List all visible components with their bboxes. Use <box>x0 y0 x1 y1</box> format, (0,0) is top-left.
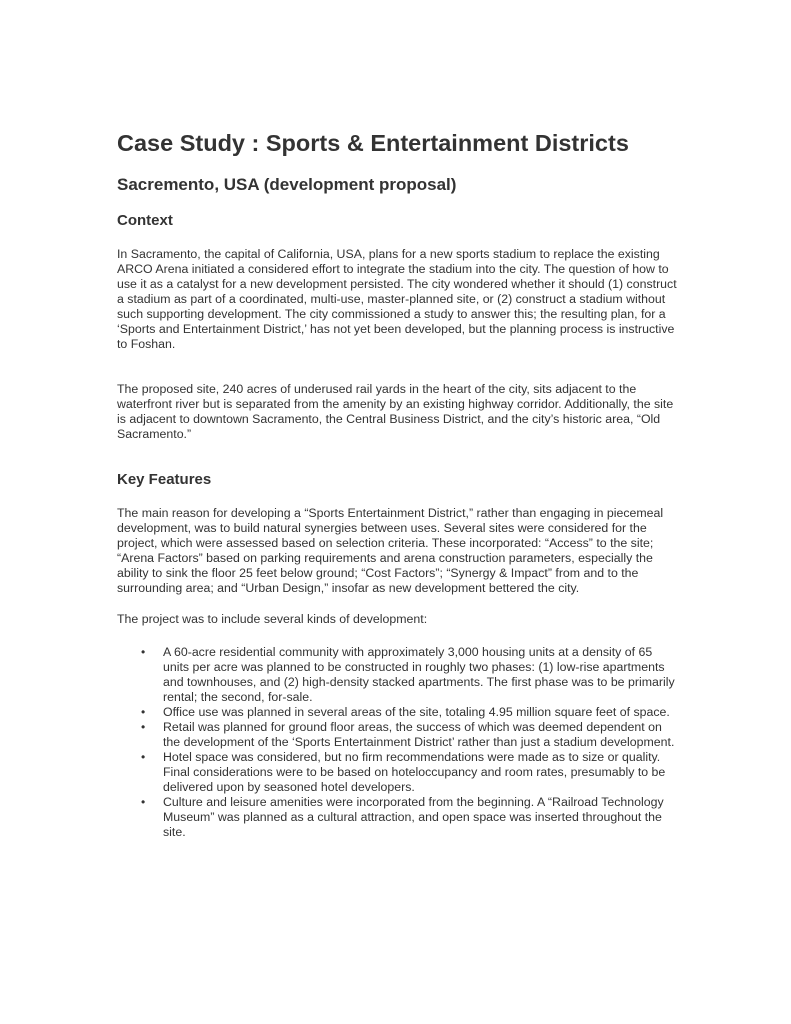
context-heading: Context <box>117 212 173 229</box>
list-item-text: Culture and leisure amenities were incorporated from the beginning. A “Railroad Technology Museum” was planned as a cultural attraction, and open space was inserted throughout the site. <box>163 795 664 839</box>
list-item-text: Retail was planned for ground floor areas, the success of which was deemed dependent on the development of the ‘Sports Entertainment District’ rather than just a stadium development. <box>163 720 675 749</box>
document-subtitle: Sacremento, USA (development proposal) <box>117 175 457 194</box>
bullet-icon: • <box>141 750 146 764</box>
list-item <box>141 705 677 720</box>
development-list <box>117 645 677 840</box>
bullet-icon: • <box>141 795 146 809</box>
list-item <box>141 645 677 705</box>
key-features-heading: Key Features <box>117 471 212 488</box>
key-features-paragraph-2: The project was to include several kinds of development: <box>117 612 428 626</box>
list-item-text: Hotel space was considered, but no firm recommendations were made as to size or quality. Final considerations were to be based on hoteloccupancy and room rates, presumably to be delivered upon by seasoned hotel developers. <box>163 750 666 794</box>
context-paragraph-2: The proposed site, 240 acres of underused rail yards in the heart of the city, sits adjacent to the waterfront river but is separated from the amenity by an existing highway corridor. Additionally, the site is adjacent to downtown Sacramento, the Central Business District, and the city’s historic area, “Old Sacramento.” <box>117 382 674 441</box>
list-item <box>141 720 677 750</box>
document-title: Case Study : Sports & Entertainment Districts <box>117 130 629 156</box>
bullet-icon: • <box>141 720 146 734</box>
context-paragraph-1: In Sacramento, the capital of California, USA, plans for a new sports stadium to replace the existing ARCO Arena initiated a considered effort to integrate the stadium into the city. The question of how to use it as a catalyst for a new development persisted. The city wondered whether it should (1) construct a stadium as part of a coordinated, multi-use, master-planned site, or (2) construct a stadium without such supporting development. The city commissioned a study to answer this; the resulting plan, for a ‘Sports and Entertainment District,’ has not yet been developed, but the planning process is instructive to Foshan. <box>117 247 677 351</box>
bullet-icon: • <box>141 645 146 659</box>
document-page <box>117 127 677 840</box>
list-item <box>141 795 677 840</box>
list-item-text: Office use was planned in several areas of the site, totaling 4.95 million square feet of space. <box>163 705 670 719</box>
bullet-icon: • <box>141 705 146 719</box>
key-features-paragraph-1: The main reason for developing a “Sports Entertainment District,” rather than engaging in piecemeal development, was to build natural synergies between uses. Several sites were considered for the project, which were assessed based on selection criteria. These incorporated: “Access” to the site; “Arena Factors” based on parking requirements and arena construction parameters, especially the ability to sink the floor 25 feet below ground; “Cost Factors”; “Synergy & Impact” from and to the surrounding area; and “Urban Design,” insofar as new development bettered the city. <box>117 506 664 595</box>
list-item-text: A 60-acre residential community with approximately 3,000 housing units at a density of 65 units per acre was planned to be constructed in roughly two phases: (1) low-rise apartments and townhouses, and (2) high-density stacked apartments. The first phase was to be primarily rental; the second, for-sale. <box>163 645 675 704</box>
list-item <box>141 750 677 795</box>
